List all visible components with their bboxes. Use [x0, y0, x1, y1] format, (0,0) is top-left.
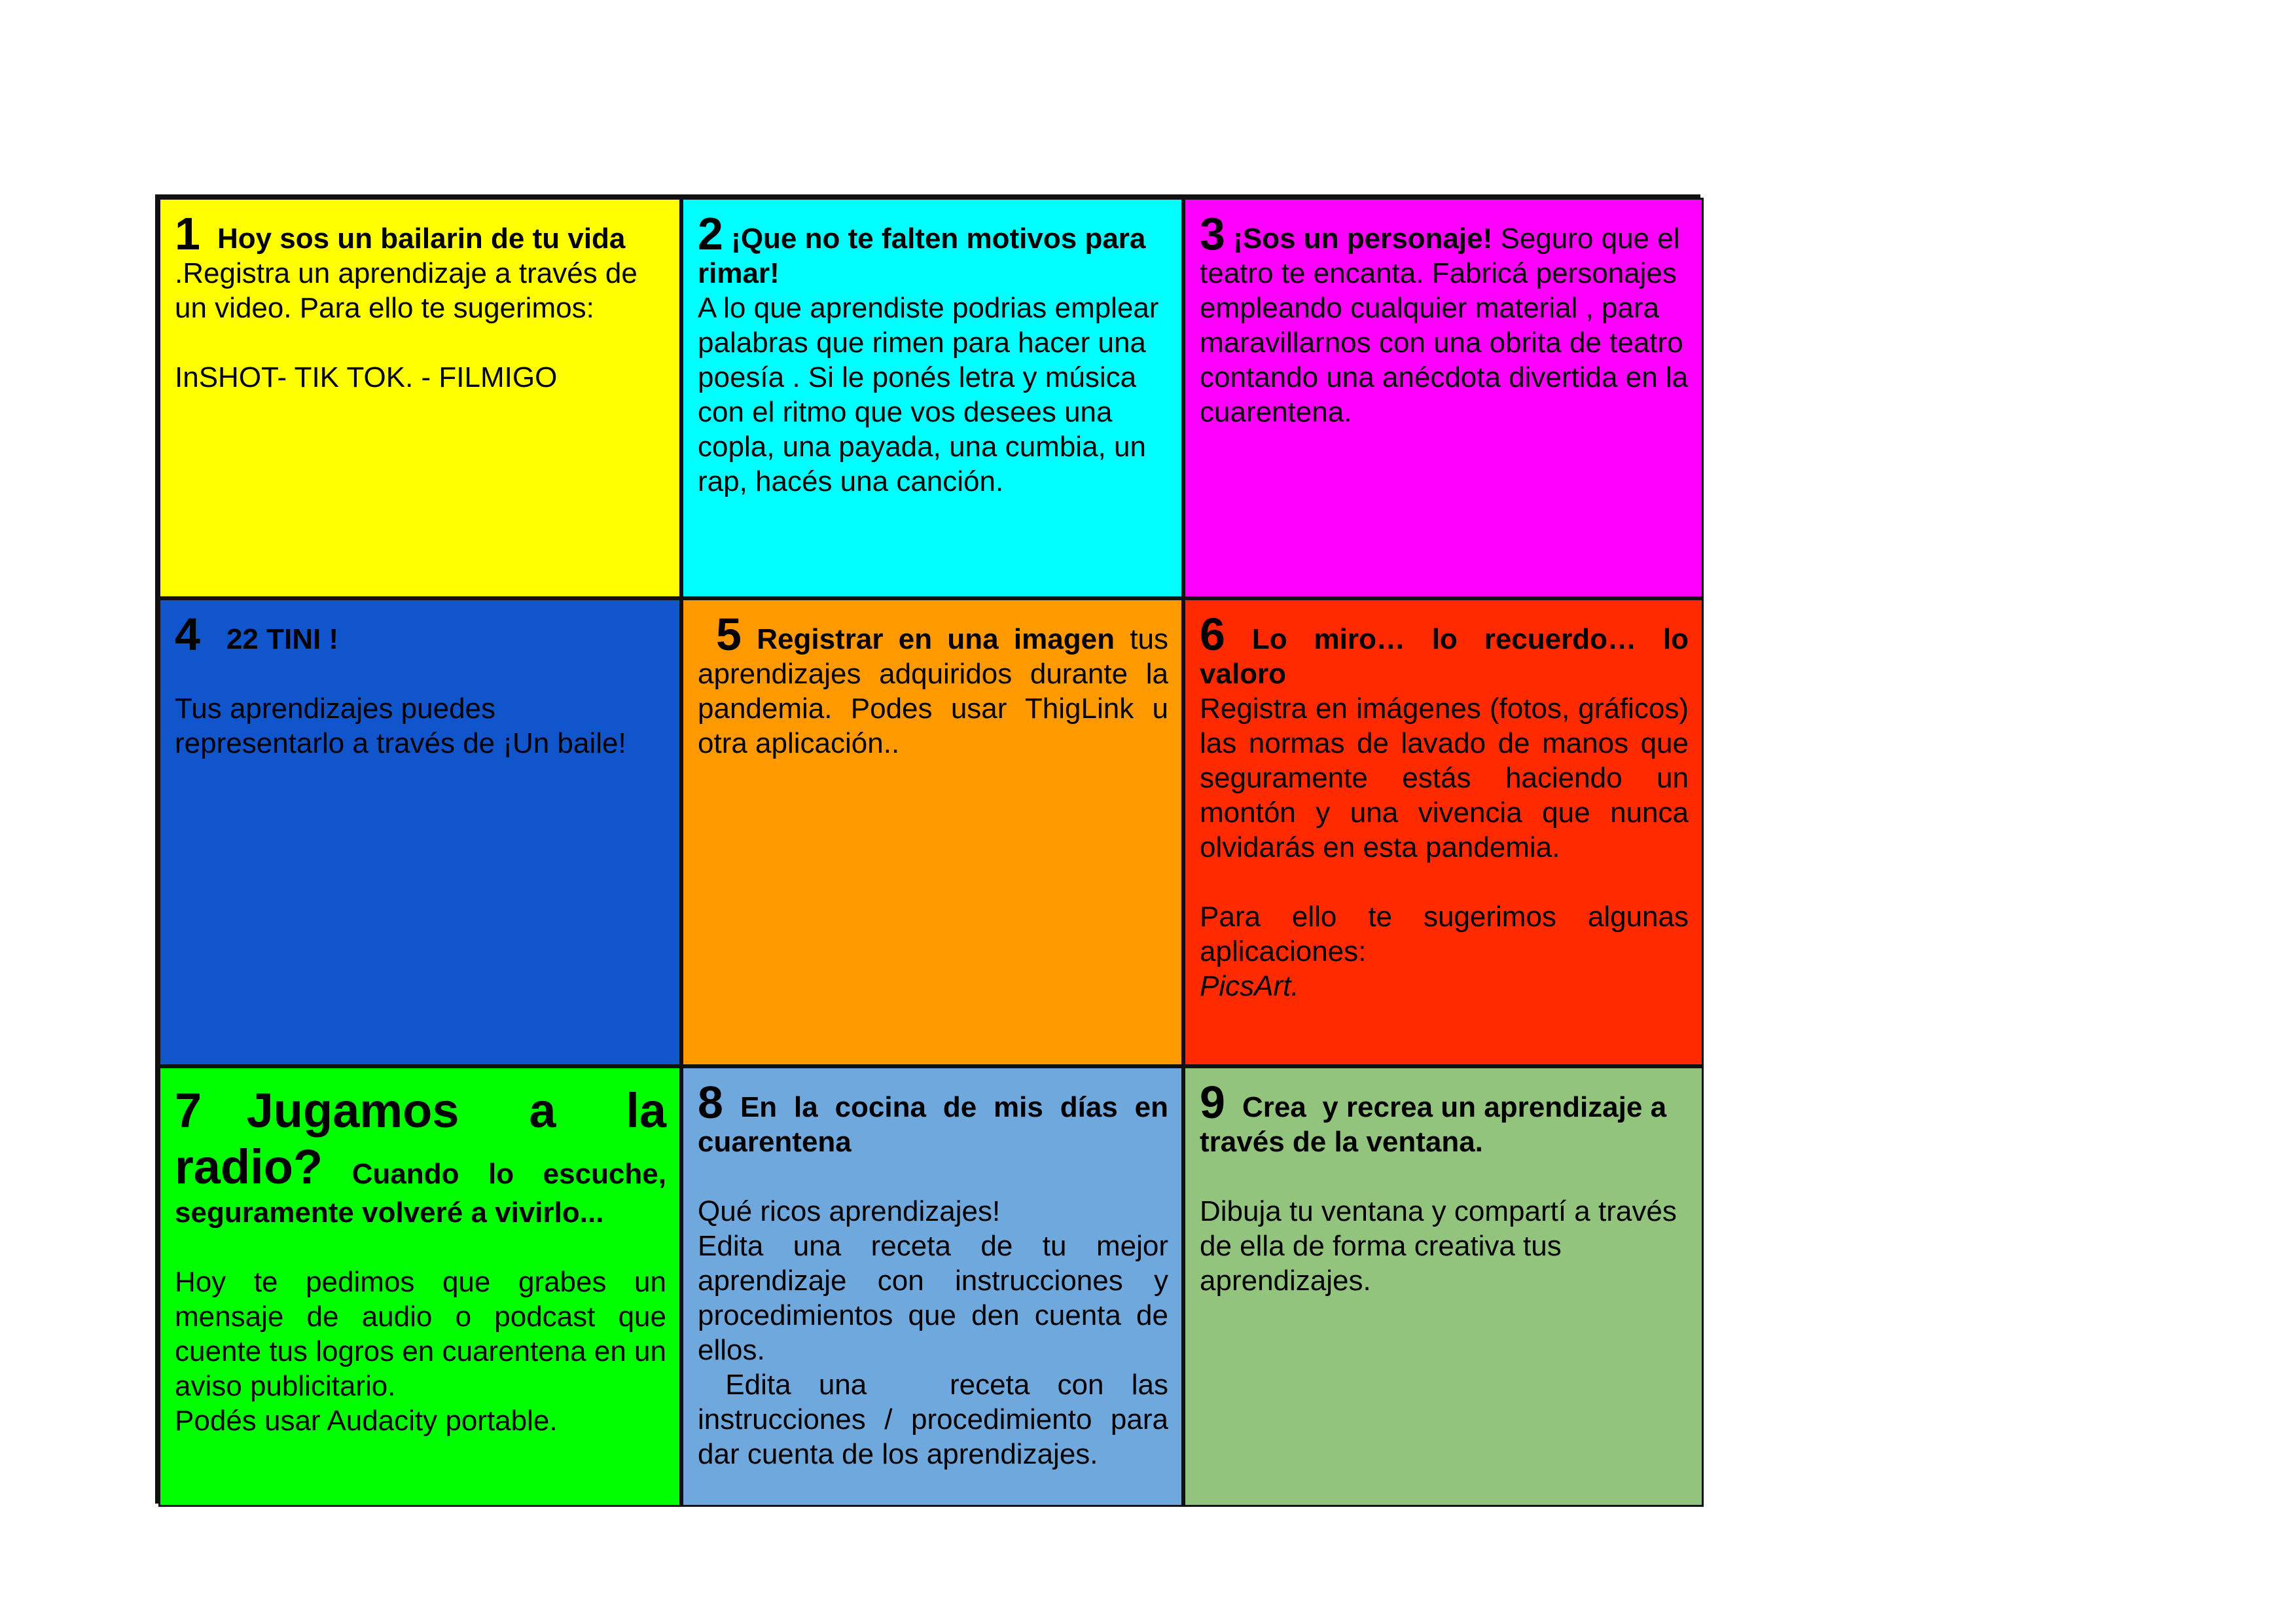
cell-heading — [698, 208, 1168, 291]
cell-number: 2 — [698, 208, 723, 259]
activity-cell-8 — [681, 1066, 1183, 1507]
cell-heading — [175, 1083, 666, 1230]
activity-cell-3 — [1183, 198, 1704, 598]
cell-heading — [1200, 609, 1689, 691]
cell-body: Seguro que el teatro te encanta. Fabricá personajes empleando cualquier material , para maravillarnos con una obrita de teatro contando una anécdota divertida en la cuarentena. — [1200, 223, 1689, 428]
cell-intro: Qué ricos aprendizajes! — [698, 1195, 1001, 1227]
cell-body: A lo que aprendiste podrias emplear palabras que rimen para hacer una poesía . Si le ponés letra y música con el ritmo que vos desees una copla, una payada, una cumbia, un rap, hacés una canción. — [698, 292, 1159, 497]
cell-extra: Edita una receta con las instrucciones / procedimiento para dar cuenta de los aprendizajes. — [698, 1369, 1177, 1470]
cell-app-intro: Para ello te sugerimos algunas aplicaciones: — [1200, 901, 1689, 967]
cell-app-hint: Podés usar Audacity portable. — [175, 1405, 558, 1437]
cell-heading — [698, 1077, 1168, 1159]
cell-title: ¡Sos un personaje! — [1233, 223, 1493, 255]
cell-title: En la cocina de mis días en cuarentena — [698, 1091, 1168, 1158]
activity-cell-5 — [681, 598, 1183, 1066]
cell-number: 6 — [1200, 609, 1225, 660]
activity-cell-6 — [1183, 598, 1704, 1066]
cell-number: 7 — [175, 1083, 202, 1138]
cell-subtitle: Cuando lo escuche, seguramente volveré a vivirlo... — [175, 1158, 666, 1229]
cell-app-name: PicsArt. — [1200, 970, 1299, 1002]
cell-title: Hoy sos un bailarin de tu vida — [217, 223, 626, 255]
cell-heading — [1200, 1077, 1689, 1159]
activity-cell-2 — [681, 198, 1183, 598]
cell-body: Dibuja tu ventana y compartí a través de ella de forma creativa tus aprendizajes. — [1200, 1195, 1677, 1297]
cell-number: 4 — [175, 609, 200, 660]
cell-number: 5 — [716, 609, 742, 660]
cell-heading — [1200, 208, 1689, 429]
activity-cell-9 — [1183, 1066, 1704, 1507]
cell-heading — [175, 609, 666, 660]
activity-cell-4 — [158, 598, 681, 1066]
activity-cell-7 — [158, 1066, 681, 1507]
cell-title: Crea y recrea un aprendizaje a través de la ventana. — [1200, 1091, 1675, 1158]
cell-body: Tus aprendizajes puedes representarlo a través de ¡Un baile! — [175, 693, 626, 759]
cell-title: ¡Que no te falten motivos para rimar! — [698, 223, 1146, 289]
cell-app-list: InSHOT- TIK TOK. - FILMIGO — [175, 361, 558, 393]
cell-heading — [175, 208, 666, 259]
cell-heading — [698, 609, 1168, 761]
cell-number: 8 — [698, 1077, 723, 1128]
activity-cell-1 — [158, 198, 681, 598]
activity-grid — [155, 194, 1700, 1504]
cell-number: 3 — [1200, 208, 1225, 259]
cell-body: Hoy te pedimos que grabes un mensaje de audio o podcast que cuente tus logros en cuarentena en un aviso publicitario. — [175, 1266, 666, 1402]
cell-number: 9 — [1200, 1077, 1225, 1128]
cell-title: Registrar en una imagen — [757, 623, 1115, 655]
cell-body: .Registra un aprendizaje a través de un video. Para ello te sugerimos: — [175, 257, 637, 324]
cell-title: Jugamos a la radio? — [175, 1083, 666, 1194]
cell-body: Registra en imágenes (fotos, gráficos) las normas de lavado de manos que seguramente estás haciendo un montón y una vivencia que nunca olvidarás en esta pandemia. — [1200, 693, 1689, 863]
cell-title: Lo miro… lo recuerdo… lo valoro — [1200, 623, 1689, 690]
cell-title: 22 TINI ! — [226, 623, 339, 655]
cell-body: Edita una receta de tu mejor aprendizaje con instrucciones y procedimientos que den cuenta de ellos. — [698, 1230, 1168, 1366]
cell-number: 1 — [175, 208, 200, 259]
cell-body: tus aprendizajes adquiridos durante la pandemia. Podes usar ThigLink u otra aplicación.. — [698, 623, 1168, 759]
